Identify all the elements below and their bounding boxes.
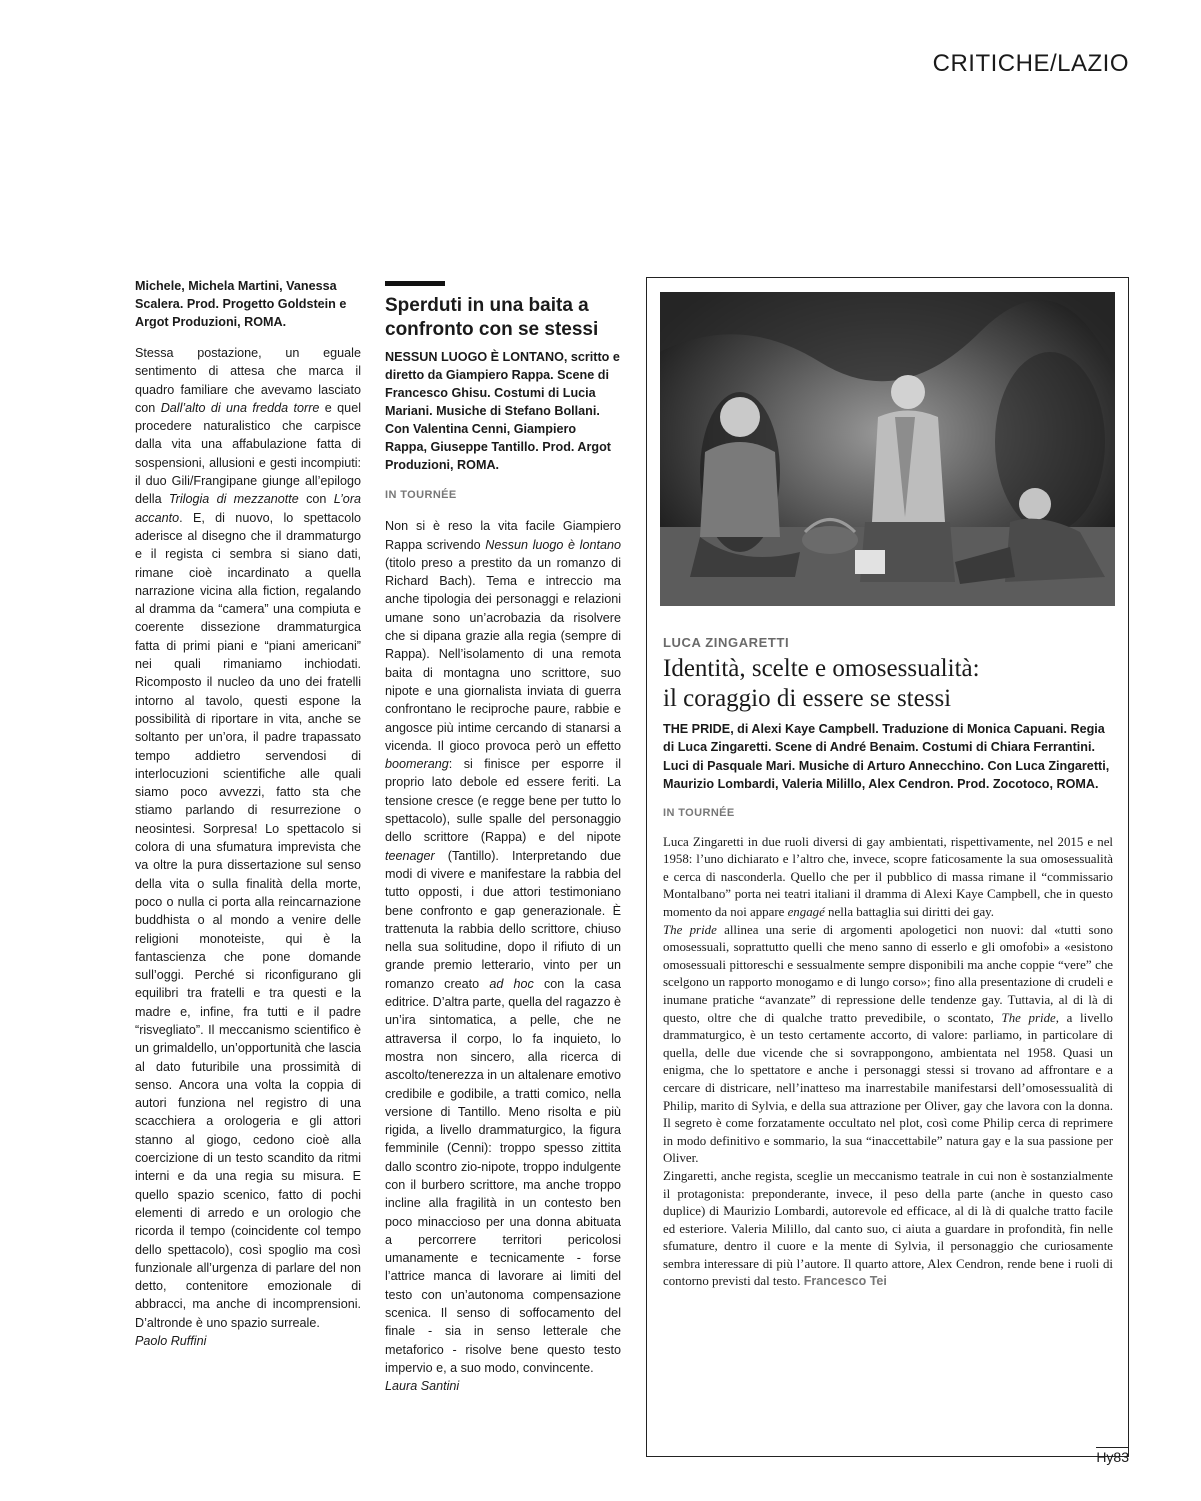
review-author: Laura Santini bbox=[385, 1379, 460, 1394]
feature-headline: Identità, scelte e omosessualità: il coraggio di essere se stessi bbox=[663, 655, 980, 712]
feature-kicker: LUCA ZINGARETTI bbox=[663, 635, 790, 650]
feature-paragraph-2: The pride allinea una serie di argomenti apologetici non nuovi: dal «tutti sono omosessuali, soprattutto quelli che meno sanno di esserlo e gli omofobi» a «esistono omosessuali pittoreschi e sessualmente sempre disponibili ma anche coppie “vere” che scelgono un rapporto monogamo e di lungo corso»; fino alla presentazione di crudeli e inumane pratiche “avanzate” di repressione delle tendenze gay. Tuttavia, al di là di questo, oltre che di qualche tratto prevedibile, o scontato, The pride, a livello drammaturgico, è un testo certamente accorto, di valore: parliamo, in particolare di quella, delle due vicende che si sovrappongono, ambientata nel 1958. Quasi un enigma, che lo spettatore e anche i personaggi stessi si trovano ad affrontare e a cercare di districare, nell’inatteso ma inarrestabile manifestarsi dell’omosessualità di Philip, marito di Sylvia, e della sua attrazione per Oliver, gay che lavora con la donna. Il segreto è come forzatamente occultato nel plot, così come Philip cerca di reprimere in modo definitivo e sommario, la sua “inaccettabile” natura gay e la sua passione per Oliver. bbox=[663, 922, 1113, 1166]
page-number: Hy83 bbox=[1096, 1449, 1129, 1465]
review-headline: Sperduti in una baita a confronto con se stessi bbox=[385, 295, 599, 340]
review-credits: NESSUN LUOGO È LONTANO, scritto e diretto da Giampiero Rappa. Scene di Francesco Ghisu. Costumi di Lucia Mariani. Musiche di Stefano Bollani. Con Valentina Cenni, Giampiero Rappa, Giuseppe Tantillo. Prod. Argot Produzioni, ROMA. bbox=[385, 350, 620, 472]
review-body: Stessa postazione, un eguale sentimento di attesa che marca il quadro familiare che avevamo lasciato con Dall’alto di una fredda torre e quel procedere naturalistico che carpisce dalla vita una affabulazione fatta di sospensioni, allusioni e gesti incompiuti: il duo Gili/Frangipane giunge all’epilogo della Trilogia di mezzanotte con L’ora accanto. E, di nuovo, lo spettacolo aderisce al disegno che il drammaturgo e il regista ci sembra si siano dati, rimane cioè incardinato a quella narrazione vicina alla fiction, regalando al dramma da “camera” una compiuta e coerente dissezione drammaturgica fatta di primi piani e “piani americani” nei quali rimaniamo inchiodati. Ricomposto il nucleo da uno dei fratelli intorno al tavolo, questi espone la possibilità di riportare in vita, anche se soltanto per un’ora, il padre trapassato tempo addietro servendosi di interlocuzioni scientifiche alle quali siamo poco avvezzi, fatto sta che stiamo parlando di resurrezione o neosintesi. Sorpresa! Lo spettacolo si colora di una sfumatura imprevista che va oltre la pura dissertazione sul senso della vita o sulla finalità della morte, poco o nulla ci porta alla reincarnazione buddhista o al mondo a venire delle religioni monoteiste, qui è la fantascienza che pone domande sull’oggi. Perché si riconfigurano gli equilibri tra fratelli e tra questi e la madre e, infine, fra tutti e il padre “risvegliato”. Il meccanismo scientifico è un grimaldello, un’opportunità che lascia al dato futuribile una prossimità di senso. Ancora una volta la coppia di autori funziona nel registro di una scacchiera a orologeria e gli attori stanno al giogo, cedono cioè alla coercizione di un testo scandito da ritmi interni e da una regia su misura. E quello spazio scenico, fatto di pochi elementi di arredo e un orologio che ricorda il tempo (coincidente col tempo dello spettacolo), così spoglio ma così funzionale all’urgenza di parlare del non detto, contenitore emozionale di abbracci, ma anche di incomprensioni. D’altronde è uno spazio surreale. bbox=[135, 346, 362, 1330]
review-author: Paolo Ruffini bbox=[135, 1334, 207, 1349]
tour-label: IN TOURNÉE bbox=[385, 489, 457, 501]
feature-paragraph-1: Luca Zingaretti in due ruoli diversi di gay ambientati, rispettivamente, nel 2015 e nel 1958: l’uno dichiarato e l’altro che, invece, scopre faticosamente la sua omosessualità e cerca di nasconderla. Quello che per il pubblico di massa rimane il “commissario Montalbano” porta nei teatri italiani il dramma di Alexi Kaye Campbell, che in questo momento da noi appare engagé nella battaglia sui diritti dei gay. bbox=[663, 834, 1113, 919]
review-credits: Michele, Michela Martini, Vanessa Scalera. Prod. Progetto Goldstein e Argot Produzioni, ROMA. bbox=[135, 279, 347, 329]
feature-credits: THE PRIDE, di Alexi Kaye Campbell. Traduzione di Monica Capuani. Regia di Luca Zingaretti. Scene di André Benaim. Costumi di Chiara Ferrantini. Luci di Pasquale Mari. Musiche di Arturo Annecchino. Con Luca Zingaretti, Maurizio Lombardi, Valeria Milillo, Alex Cendron. Prod. Zocotoco, ROMA. bbox=[663, 722, 1110, 792]
review-column-1 bbox=[135, 277, 361, 1350]
headline-rule bbox=[385, 281, 445, 286]
feature-text bbox=[663, 834, 1113, 1291]
stage-photo-illustration bbox=[660, 292, 1115, 606]
tour-label: IN TOURNÉE bbox=[663, 806, 735, 819]
feature-body bbox=[663, 720, 1113, 1291]
stage-photo bbox=[660, 292, 1115, 606]
feature-box bbox=[646, 277, 1129, 1457]
feature-author: Francesco Tei bbox=[803, 1274, 887, 1289]
section-title: CRITICHE/LAZIO bbox=[932, 50, 1129, 77]
review-body: Non si è reso la vita facile Giampiero Rappa scrivendo Nessun luogo è lontano (titolo preso a prestito da un romanzo di Richard Bach). Tema e intreccio ma anche tipologia dei personaggi e relazioni umane sono un’acrobazia da risolvere che si dipana grazie alla regia (sempre di Rappa). Nell’isolamento di una remota baita di montagna uno scrittore, suo nipote e una giornalista inviata di guerra confrontano le reciproche paure, rabbie e angosce più intime cercando di stanarsi a vicenda. Il gioco provoca però un effetto boomerang: si finisce per esporre il proprio lato debole ed essere feriti. La tensione cresce (e regge bene per tutto lo spettacolo), sulle spalle del personaggio dello scrittore (Rappa) e del nipote teenager (Tantillo). Interpretando due modi di vivere e manifestare la rabbia del tutto opposti, i due attori testimoniano bene confronto e gap generazionale. È trattenuta la rabbia dello scrittore, chiuso nella sua solitudine, dopo il rifiuto di un grande premio letterario, vinto per un romanzo creato ad hoc con la casa editrice. D’altra parte, quella del ragazzo è un’ira sintomatica, a pelle, che ne attraversa il corpo, lo fa inquieto, lo mostra non sincero, alla ricerca di ascolto/tenerezza in un altalenare emotivo credibile e godibile, a tratti comico, nella versione di Tantillo. Meno risolta e più rigida, a livello drammaturgico, la figura femminile (Cenni): troppo spesso zittita dallo scontro zio-nipote, troppo indulgente con il burbero scrittore, ma anche troppo incline alla fragilità in un contesto ben poco minaccioso per una donna abituata a percorrere territori pericolosi umanamente e tecnicamente - forse l’attrice manca di lavorare ai limiti del testo con un’autonoma compensazione scenica. Il senso di soffocamento del finale - sia in senso letterale che metaforico - risolve bene questo testo impervio e, a suo modo, convincente. bbox=[385, 519, 622, 1375]
review-column-2 bbox=[385, 281, 621, 1396]
feature-paragraph-3: Zingaretti, anche regista, sceglie un meccanismo teatrale in cui non è sostanzialmente il protagonista: preponderante, invece, il peso della parte (anche in questo caso duplice) di Maurizio Lombardi, autorevole ed efficace, al di là di qualche tratto facile ed esteriore. Valeria Milillo, dal canto suo, ci aiuta a guardare in profondità, fin nelle sfumature, dentro il cuore e la mente di Sylvia, il personaggio che curiosamente sembra interessare di più l’autore. Il quarto attore, Alex Cendron, rende bene i ruoli di contorno previsti dal testo. Francesco Tei bbox=[663, 1168, 1113, 1289]
